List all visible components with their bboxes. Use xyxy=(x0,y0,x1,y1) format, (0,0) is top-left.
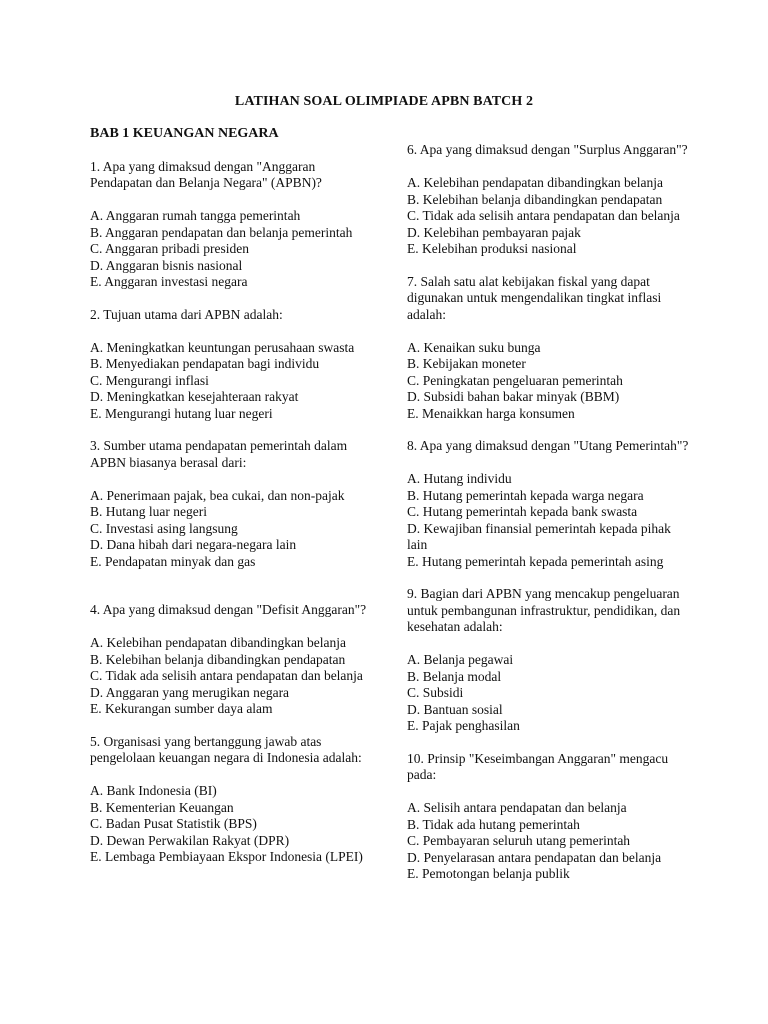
answer-option-b: B. Tidak ada hutang pemerintah xyxy=(407,816,580,832)
question-3 xyxy=(90,438,380,570)
question-text: 7. Salah satu alat kebijakan fiskal yang dapat digunakan untuk mengendalikan tingkat inflasi adalah: xyxy=(407,273,662,322)
question-5 xyxy=(90,734,380,866)
question-8 xyxy=(407,438,692,570)
question-text: 10. Prinsip "Keseimbangan Anggaran" mengacu pada: xyxy=(407,750,669,782)
question-text: 5. Organisasi yang bertanggung jawab atas pengelolaan keuangan negara di Indonesia adalah: xyxy=(90,733,362,765)
answer-option-b: B. Kementerian Keuangan xyxy=(90,799,234,815)
answer-option-a: A. Bank Indonesia (BI) xyxy=(90,783,217,798)
answer-option-b: B. Hutang luar negeri xyxy=(90,504,207,519)
answer-option-d: D. Meningkatkan kesejahteraan rakyat xyxy=(90,389,299,404)
answer-option-e: E. Pemotongan belanja publik xyxy=(407,866,570,881)
question-text: 9. Bagian dari APBN yang mencakup pengeluaran untuk pembangunan infrastruktur, pendidikan, dan kesehatan adalah: xyxy=(407,586,681,634)
page-title: LATIHAN SOAL OLIMPIADE APBN BATCH 2 xyxy=(234,94,534,109)
answer-option-c: C. Investasi asing langsung xyxy=(90,520,238,536)
question-text: 6. Apa yang dimaksud dengan "Surplus Anggaran"? xyxy=(407,142,688,157)
answer-option-a: A. Kelebihan pendapatan dibandingkan belanja xyxy=(90,635,347,650)
answer-option-c: C. Mengurangi inflasi xyxy=(90,372,209,388)
answer-option-e: E. Lembaga Pembiayaan Ekspor Indonesia (LPEI) xyxy=(90,849,363,864)
question-text: 3. Sumber utama pendapatan pemerintah dalam APBN biasanya berasal dari: xyxy=(90,438,348,470)
answer-option-c: C. Hutang pemerintah kepada bank swasta xyxy=(407,504,638,519)
question-7 xyxy=(407,274,692,423)
question-2 xyxy=(90,307,380,423)
answer-option-e: E. Pajak penghasilan xyxy=(407,718,520,733)
answer-option-d: D. Kelebihan pembayaran pajak xyxy=(407,224,581,240)
answer-option-c: C. Anggaran pribadi presiden xyxy=(90,241,249,256)
answer-option-c: C. Pembayaran seluruh utang pemerintah xyxy=(407,833,631,848)
answer-option-b: B. Hutang pemerintah kepada warga negara xyxy=(407,487,644,503)
question-1 xyxy=(90,159,380,291)
question-text: 8. Apa yang dimaksud dengan "Utang Pemerintah"? xyxy=(407,438,689,453)
answer-option-a: A. Meningkatkan keuntungan perusahaan swasta xyxy=(90,339,355,355)
answer-option-e: E. Anggaran investasi negara xyxy=(90,274,248,289)
answer-option-e: E. Menaikkan harga konsumen xyxy=(407,405,575,421)
answer-option-c: C. Tidak ada selisih antara pendapatan dan belanja xyxy=(407,208,680,223)
question-text: 4. Apa yang dimaksud dengan "Defisit Anggaran"? xyxy=(90,602,367,617)
left-column xyxy=(90,126,380,882)
answer-option-d: D. Dana hibah dari negara-negara lain xyxy=(90,537,297,552)
answer-option-c: C. Badan Pusat Statistik (BPS) xyxy=(90,816,257,831)
answer-option-e: E. Kelebihan produksi nasional xyxy=(407,241,577,256)
question-9 xyxy=(407,586,692,735)
answer-option-b: B. Anggaran pendapatan dan belanja pemerintah xyxy=(90,224,353,240)
question-text: 1. Apa yang dimaksud dengan "Anggaran Pendapatan dan Belanja Negara" (APBN)? xyxy=(90,158,322,190)
answer-option-b: B. Kelebihan belanja dibandingkan pendapatan xyxy=(407,191,663,207)
answer-option-a: A. Anggaran rumah tangga pemerintah xyxy=(90,208,301,223)
answer-option-d: D. Anggaran yang merugikan negara xyxy=(90,684,290,700)
answer-option-b: B. Menyediakan pendapatan bagi individu xyxy=(90,356,320,371)
question-4 xyxy=(90,602,380,718)
question-text: 2. Tujuan utama dari APBN adalah: xyxy=(90,306,283,322)
answer-option-e: E. Kekurangan sumber daya alam xyxy=(90,701,273,716)
answer-option-a: A. Penerimaan pajak, bea cukai, dan non-pajak xyxy=(90,487,345,503)
answer-option-d: D. Penyelarasan antara pendapatan dan belanja xyxy=(407,849,662,865)
answer-option-d: D. Bantuan sosial xyxy=(407,701,503,717)
answer-option-e: E. Hutang pemerintah kepada pemerintah asing xyxy=(407,553,664,569)
answer-option-a: A. Selisih antara pendapatan dan belanja xyxy=(407,800,627,815)
answer-option-a: A. Kenaikan suku bunga xyxy=(407,339,541,355)
question-6 xyxy=(407,142,692,258)
answer-option-d: D. Kewajiban finansial pemerintah kepada pihak lain xyxy=(407,520,671,552)
answer-option-b: B. Kebijakan moneter xyxy=(407,356,526,371)
answer-option-d: D. Subsidi bahan bakar minyak (BBM) xyxy=(407,389,620,404)
answer-option-c: C. Subsidi xyxy=(407,685,464,700)
answer-option-a: A. Kelebihan pendapatan dibandingkan belanja xyxy=(407,175,664,190)
answer-option-c: C. Peningkatan pengeluaran pemerintah xyxy=(407,372,623,388)
answer-option-d: D. Anggaran bisnis nasional xyxy=(90,257,243,273)
answer-option-d: D. Dewan Perwakilan Rakyat (DPR) xyxy=(90,832,290,848)
answer-option-e: E. Pendapatan minyak dan gas xyxy=(90,553,256,569)
answer-option-a: A. Hutang individu xyxy=(407,471,512,486)
answer-option-b: B. Kelebihan belanja dibandingkan pendapatan xyxy=(90,651,346,667)
question-10 xyxy=(407,751,692,883)
section-heading: BAB 1 KEUANGAN NEGARA xyxy=(90,126,279,141)
answer-option-a: A. Belanja pegawai xyxy=(407,652,514,667)
answer-option-b: B. Belanja modal xyxy=(407,668,502,684)
answer-option-c: C. Tidak ada selisih antara pendapatan dan belanja xyxy=(90,668,363,683)
right-column xyxy=(407,142,692,899)
answer-option-e: E. Mengurangi hutang luar negeri xyxy=(90,405,273,421)
